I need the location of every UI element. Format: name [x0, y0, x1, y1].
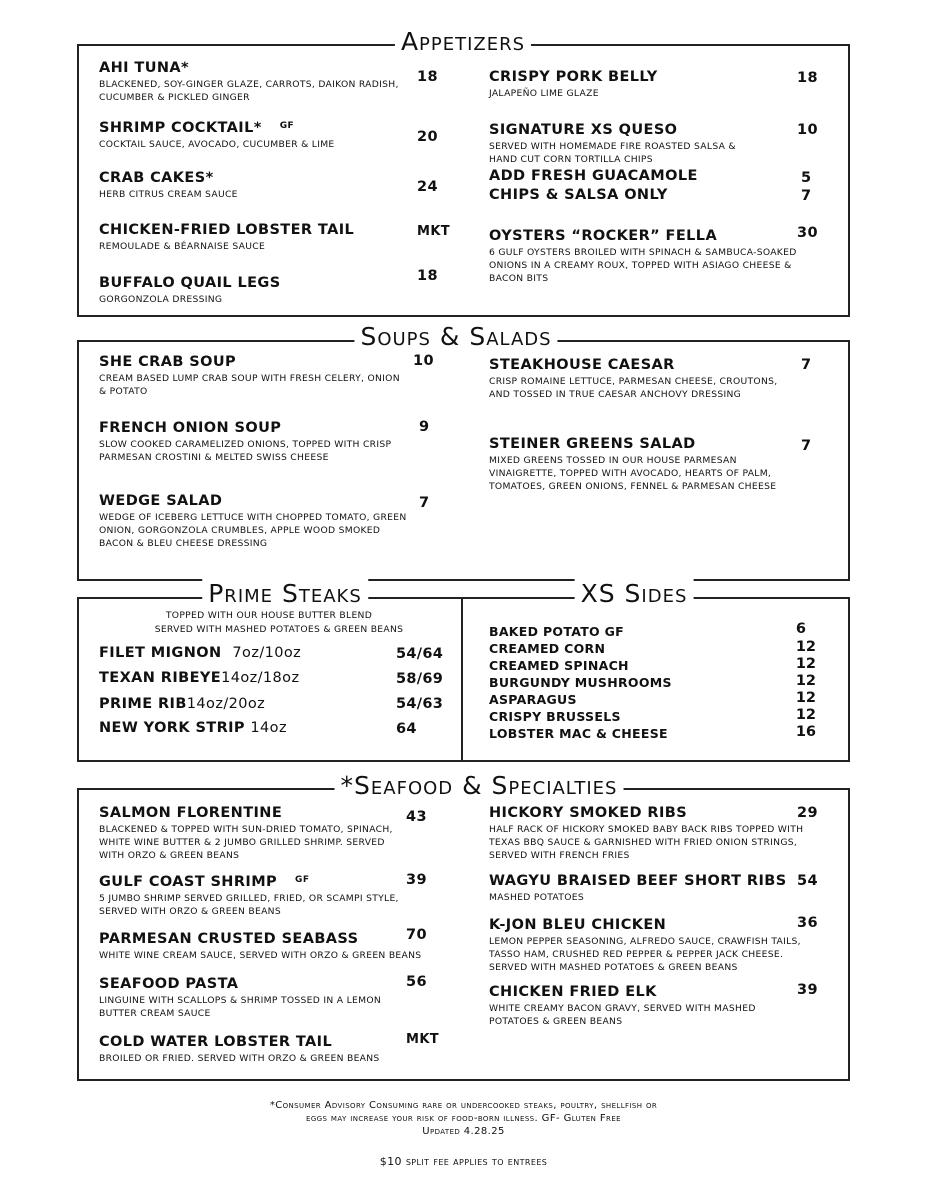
menu-item-price: 7	[801, 438, 812, 454]
menu-item-price: 29	[797, 805, 818, 821]
menu-item: OYSTERS “ROCKER” FELLA 6 GULF OYSTERS BROILED WITH SPINACH & SAMBUCA-SOAKED ONIONS IN A CREAMY ROUX, TOPPED WITH ASIAGO CHEESE & BACON BITS	[489, 228, 797, 284]
menu-item: WAGYU BRAISED BEEF SHORT RIBS MASHED POTATOES	[489, 873, 787, 903]
steak-item: FILET MIGNON 7oz/10oz	[99, 645, 302, 661]
split-fee-note: $10 split fee applies to entrees	[379, 1155, 548, 1168]
menu-item: STEAKHOUSE CAESAR CRISP ROMAINE LETTUCE, PARMESAN CHEESE, CROUTONS, AND TOSSED IN TRUE CAESAR ANCHOVY DRESSING	[489, 357, 778, 400]
side-price: 12	[795, 656, 816, 672]
menu-item: CRISPY PORK BELLY JALAPEÑO LIME GLAZE	[489, 69, 658, 99]
menu-item-price: 70	[406, 927, 427, 943]
steaks-note: TOPPED WITH OUR HOUSE BUTTER BLEND	[165, 610, 373, 621]
menu-item-price: 39	[406, 872, 427, 888]
side-item: BAKED POTATO GF	[489, 624, 625, 639]
menu-item-price: 39	[797, 982, 818, 998]
menu-item: CRAB CAKES* HERB CITRUS CREAM SAUCE	[99, 170, 238, 200]
sides-heading: XS Sides	[575, 579, 694, 609]
menu-item-price: 7	[419, 495, 430, 511]
side-item: LOBSTER MAC & CHEESE	[489, 726, 668, 741]
menu-item: AHI TUNA* BLACKENED, SOY-GINGER GLAZE, CARROTS, DAIKON RADISH, CUCUMBER & PICKLED GINGER	[99, 60, 399, 103]
menu-item-price: 43	[406, 809, 427, 825]
updated-date: Updated 4.28.25	[422, 1126, 505, 1137]
menu-item-price: 10	[797, 122, 818, 138]
side-price: 16	[795, 724, 816, 740]
menu-item-price: 24	[417, 179, 438, 195]
menu-item-price: MKT	[417, 224, 451, 239]
menu-item: FRENCH ONION SOUP SLOW COOKED CARAMELIZED ONIONS, TOPPED WITH CRISP PARMESAN CROSTINI & MELTED SWISS CHEESE	[99, 420, 392, 463]
menu-item: BUFFALO QUAIL LEGS GORGONZOLA DRESSING	[99, 275, 281, 305]
menu-item: SHRIMP COCKTAIL* $^{GF}$ COCKTAIL SAUCE, AVOCADO, CUCUMBER & LIME	[99, 120, 335, 150]
menu-item-price: 36	[797, 915, 818, 931]
steaks-note: SERVED WITH MASHED POTATOES & GREEN BEANS	[154, 624, 404, 635]
side-item: ASPARAGUS	[489, 692, 577, 707]
menu-item-price: 30	[797, 225, 818, 241]
gluten-free-badge: GF	[295, 875, 310, 885]
menu-item-price: 10	[413, 353, 434, 369]
prime-steaks-heading: Prime Steaks	[202, 579, 368, 609]
menu-item: SIGNATURE XS QUESO SERVED WITH HOMEMADE FIRE ROASTED SALSA & HAND CUT CORN TORTILLA CHIPS	[489, 122, 736, 165]
side-price: 6	[795, 621, 806, 637]
seafood-heading: *Seafood & Specialties	[335, 771, 624, 801]
side-price: 12	[795, 673, 816, 689]
menu-item: COLD WATER LOBSTER TAIL BROILED OR FRIED. SERVED WITH ORZO & GREEN BEANS	[99, 1034, 380, 1064]
steak-price: 54/64	[396, 646, 444, 662]
menu-item-price: 7	[801, 357, 812, 373]
menu-item: SALMON FLORENTINE BLACKENED & TOPPED WITH SUN-DRIED TOMATO, SPINACH, WHITE WINE BUTTER & 2 JUMBO GRILLED SHRIMP. SERVED WITH ORZO & GREEN BEANS	[99, 805, 393, 861]
appetizers-heading: Appetizers	[395, 27, 531, 57]
menu-item: HICKORY SMOKED RIBS HALF RACK OF HICKORY SMOKED BABY BACK RIBS TOPPED WITH TEXAS BBQ SAUCE & GARNISHED WITH FRIED ONION STRINGS, SERVED WITH FRENCH FRIES	[489, 805, 804, 861]
menu-item: SEAFOOD PASTA LINGUINE WITH SCALLOPS & SHRIMP TOSSED IN A LEMON BUTTER CREAM SAUCE	[99, 976, 382, 1019]
menu-item-price: MKT	[406, 1032, 440, 1047]
soups-salads-heading: Soups & Salads	[354, 322, 557, 352]
menu-item: ADD FRESH GUACAMOLE	[489, 168, 698, 184]
menu-item-price: 9	[419, 419, 430, 435]
side-item: CRISPY BRUSSELS	[489, 709, 621, 724]
gluten-free-badge: GF	[279, 121, 295, 131]
side-item: CREAMED SPINACH	[489, 658, 629, 673]
menu-item-price: 7	[801, 188, 812, 204]
menu-item: PARMESAN CRUSTED SEABASS WHITE WINE CREAM SAUCE, SERVED WITH ORZO & GREEN BEANS	[99, 931, 422, 961]
menu-item-price: 5	[801, 170, 812, 186]
steak-price: 58/69	[396, 671, 444, 687]
side-price: 12	[795, 639, 816, 655]
side-price: 12	[795, 690, 816, 706]
menu-item-price: 20	[417, 129, 438, 145]
steak-price: 54/63	[396, 696, 444, 712]
menu-item-price: 54	[797, 873, 818, 889]
consumer-advisory: *Consumer Advisory Consuming rare or undercooked steaks, poultry, shellfish or	[269, 1100, 658, 1111]
menu-item-price: 18	[417, 268, 438, 284]
menu-item-price: 56	[406, 974, 427, 990]
steak-item: NEW YORK STRIP 14oz	[99, 720, 287, 736]
side-item: CREAMED CORN	[489, 641, 606, 656]
menu-item-price: 18	[417, 69, 438, 85]
side-price: 12	[795, 707, 816, 723]
steak-item: TEXAN RIBEYE14oz/18oz	[99, 670, 300, 686]
steak-item: PRIME RIB14oz/20oz	[99, 696, 266, 712]
side-item: BURGUNDY MUSHROOMS	[489, 675, 672, 690]
menu-item: GULF COAST SHRIMP $^{GF}$ 5 JUMBO SHRIMP SERVED GRILLED, FRIED, OR SCAMPI STYLE, SERVED WITH ORZO & GREEN BEANS	[99, 874, 399, 917]
menu-item: CHIPS & SALSA ONLY	[489, 187, 668, 203]
consumer-advisory: eggs may increase your risk of food-born illness. GF- Gluten Free	[306, 1113, 621, 1124]
menu-item: K-JON BLEU CHICKEN LEMON PEPPER SEASONING, ALFREDO SAUCE, CRAWFISH TAILS, TASSO HAM, CRUSHED RED PEPPER & PEPPER JACK CHEESE. SERVED WITH MASHED POTATOES & GREEN BEANS	[489, 917, 801, 973]
menu-item: STEINER GREENS SALAD MIXED GREENS TOSSED IN OUR HOUSE PARMESAN VINAIGRETTE, TOPPED WITH AVOCADO, HEARTS OF PALM, TOMATOES, GREEN ONIONS, FENNEL & PARMESAN CHEESE	[489, 436, 777, 492]
steak-price: 64	[396, 721, 417, 737]
menu-item-price: 18	[797, 70, 818, 86]
menu-item: CHICKEN-FRIED LOBSTER TAIL REMOULADE & BÉARNAISE SAUCE	[99, 222, 355, 252]
menu-item: CHICKEN FRIED ELK WHITE CREAMY BACON GRAVY, SERVED WITH MASHED POTATOES & GREEN BEANS	[489, 984, 756, 1027]
menu-item: WEDGE SALAD WEDGE OF ICEBERG LETTUCE WITH CHOPPED TOMATO, GREEN ONION, GORGONZOLA CRUMBLES, APPLE WOOD SMOKED BACON & BLEU CHEESE DRESSING	[99, 493, 407, 549]
menu-item: SHE CRAB SOUP CREAM BASED LUMP CRAB SOUP WITH FRESH CELERY, ONION & POTATO	[99, 354, 400, 397]
